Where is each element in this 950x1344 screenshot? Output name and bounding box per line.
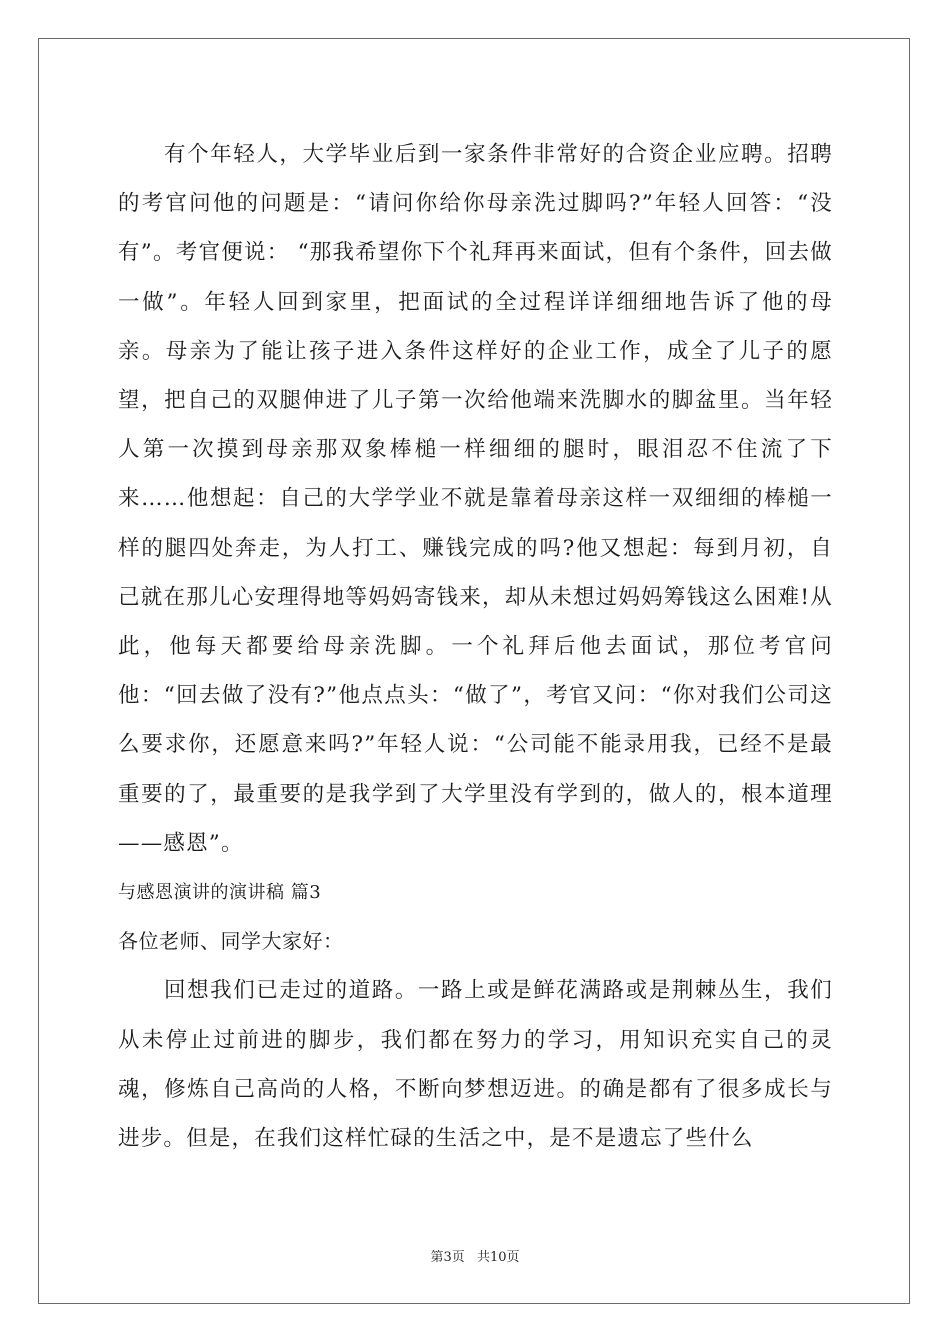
section-title: 与感恩演讲的演讲稿 篇3 — [118, 882, 322, 904]
document-body — [118, 130, 833, 1163]
page-number: 第3页 — [430, 1250, 465, 1265]
page-footer — [0, 1246, 950, 1265]
story-paragraph: 有个年轻人，大学毕业后到一家条件非常好的合资企业应聘。招聘的考官问他的问题是：“请问你给你母亲洗过脚吗?”年轻人回答：“没有”。考官便说： “那我希望你下个礼拜再来面试，但有个条件，回去做一做”。年轻人回到家里，把面试的全过程详详细细地告诉了他的母亲。母亲为了能让孩子进入条件这样好的企业工作，成全了儿子的愿望，把自己的双腿伸进了儿子第一次给他端来洗脚水的脚盆里。当年轻人第一次摸到母亲那双象棒槌一样细细的腿时，眼泪忍不住流了下来……他想起：自己的大学学业不就是靠着母亲这样一双细细的棒槌一样的腿四处奔走，为人打工、赚钱完成的吗?他又想起：每到月初，自己就在那儿心安理得地等妈妈寄钱来，却从未想过妈妈筹钱这么困难!从此，他每天都要给母亲洗脚。一个礼拜后他去面试，那位考官问他：“回去做了没有?”他点点头：“做了”，考官又问：“你对我们公司这么要求你，还愿意来吗?”年轻人说：“公司能不能录用我，已经不是最重要的了，最重要的是我学到了大学里没有学到的，做人的，根本道理——感恩”。 — [118, 142, 833, 856]
speech-paragraph: 回想我们已走过的道路。一路上或是鲜花满路或是荆棘丛生，我们从未停止过前进的脚步，我们都在努力的学习，用知识充实自己的灵魂，修炼自己高尚的人格，不断向梦想迈进。的确是都有了很多成长与进步。但是，在我们这样忙碌的生活之中，是不是遗忘了些什么 — [118, 978, 833, 1152]
page-total: 共10页 — [476, 1250, 520, 1265]
greeting-line: 各位老师、同学大家好： — [118, 929, 344, 954]
